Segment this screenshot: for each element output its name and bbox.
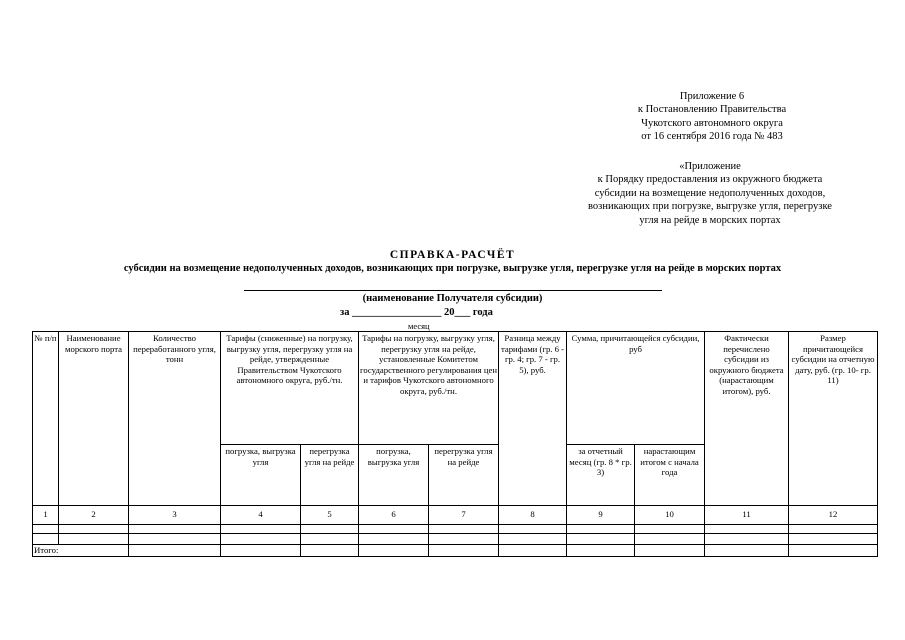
- month-label: месяц: [408, 321, 430, 331]
- total-label: Итого:: [33, 545, 129, 557]
- column-numbers-row: [33, 506, 878, 525]
- column-number: 10: [635, 506, 705, 525]
- appendix-line: к Постановлению Правительства: [637, 104, 787, 116]
- table-cell[interactable]: [499, 545, 567, 557]
- table-cell[interactable]: [129, 545, 221, 557]
- table-cell[interactable]: [33, 525, 59, 534]
- appendix-line: «Приложение: [679, 161, 741, 172]
- recipient-label: (наименование Получателя субсидии): [362, 293, 543, 304]
- table-cell[interactable]: [221, 534, 301, 545]
- column-number: 1: [33, 506, 59, 525]
- column-number: 12: [789, 506, 878, 525]
- appendix-reference-decree: [612, 90, 812, 144]
- table-cell[interactable]: [635, 545, 705, 557]
- appendix-line: Приложение 6: [679, 91, 745, 102]
- appendix-reference-procedure: [545, 160, 875, 227]
- subheader-roadstead: перегрузка угля на рейде: [429, 445, 499, 506]
- table-cell[interactable]: [429, 545, 499, 557]
- appendix-line: субсидии на возмещение недополученных доходов,: [594, 187, 826, 199]
- total-row: [33, 545, 878, 557]
- table-cell[interactable]: [221, 525, 301, 534]
- header-committee-tariffs: Тарифы на погрузку, выгрузку угля, перегрузку угля на рейде, установленные Комитетом государственного регулирования цен и тарифов Чукотского автономного округа, руб./тн.: [359, 332, 499, 445]
- table-row: [33, 525, 878, 534]
- appendix-line: к Порядку предоставления из окружного бюджета: [597, 174, 823, 186]
- table-header-row: [33, 332, 878, 445]
- header-subsidy-sum: Сумма, причитающейся субсидии, руб: [567, 332, 705, 445]
- document-title: СПРАВКА-РАСЧЁТ: [389, 249, 516, 261]
- column-number: 5: [301, 506, 359, 525]
- subheader-loading: погрузка, выгрузка угля: [221, 445, 301, 506]
- appendix-line: угля на рейде в морских портах: [639, 214, 781, 226]
- table-cell[interactable]: [359, 545, 429, 557]
- column-number: 9: [567, 506, 635, 525]
- subheader-reporting-month: за отчетный месяц (гр. 8 * гр. 3): [567, 445, 635, 506]
- header-tariff-difference: Разница между тарифами (гр. 6 - гр. 4; гр. 7 - гр. 5), руб.: [499, 332, 567, 506]
- column-number: 3: [129, 506, 221, 525]
- table-cell[interactable]: [429, 534, 499, 545]
- table-cell[interactable]: [635, 525, 705, 534]
- table-cell[interactable]: [499, 534, 567, 545]
- table-cell[interactable]: [221, 545, 301, 557]
- reporting-period: за _________________ 20___ года: [340, 307, 493, 318]
- subheader-cumulative: нарастающим итогом с начала года: [635, 445, 705, 506]
- column-number: 4: [221, 506, 301, 525]
- recipient-fill-line: [244, 290, 662, 291]
- column-number: 6: [359, 506, 429, 525]
- table-cell[interactable]: [789, 545, 878, 557]
- table-cell[interactable]: [567, 534, 635, 545]
- appendix-line: Чукотского автономного округа: [641, 117, 783, 129]
- table-cell[interactable]: [499, 525, 567, 534]
- subheader-roadstead: перегрузка угля на рейде: [301, 445, 359, 506]
- document-subtitle: субсидии на возмещение недополученных доходов, возникающих при погрузке, выгрузке угля, перегрузке угля на рейде в морских портах: [123, 263, 782, 274]
- table-cell[interactable]: [59, 525, 129, 534]
- column-number: 2: [59, 506, 129, 525]
- table-cell[interactable]: [59, 534, 129, 545]
- table-cell[interactable]: [129, 534, 221, 545]
- header-port: Наименование морского порта: [59, 332, 129, 506]
- table-cell[interactable]: [567, 525, 635, 534]
- calculation-table: [32, 331, 878, 557]
- table-row: [33, 534, 878, 545]
- header-reduced-tariffs: Тарифы (сниженные) на погрузку, выгрузку угля, перегрузку угля на рейде, утвержденные Правительством Чукотского автономного округа, руб./тн.: [221, 332, 359, 445]
- table-cell[interactable]: [789, 534, 878, 545]
- table-cell[interactable]: [301, 525, 359, 534]
- header-coal-amount: Количество переработанного угля, тонн: [129, 332, 221, 506]
- table-cell[interactable]: [705, 525, 789, 534]
- table-cell[interactable]: [429, 525, 499, 534]
- table-cell[interactable]: [33, 534, 59, 545]
- table-cell[interactable]: [301, 545, 359, 557]
- table-cell[interactable]: [359, 525, 429, 534]
- table-cell[interactable]: [635, 534, 705, 545]
- appendix-line: возникающих при погрузке, выгрузке угля, перегрузке: [588, 201, 832, 213]
- subheader-loading: погрузка, выгрузка угля: [359, 445, 429, 506]
- table-cell[interactable]: [129, 525, 221, 534]
- table-cell[interactable]: [567, 545, 635, 557]
- column-number: 7: [429, 506, 499, 525]
- column-number: 8: [499, 506, 567, 525]
- table-cell[interactable]: [789, 525, 878, 534]
- column-number: 11: [705, 506, 789, 525]
- header-subsidy-due: Размер причитающейся субсидии на отчетную дату, руб. (гр. 10- гр. 11): [789, 332, 878, 506]
- table-cell[interactable]: [705, 534, 789, 545]
- table-cell[interactable]: [359, 534, 429, 545]
- table-cell[interactable]: [705, 545, 789, 557]
- table-cell[interactable]: [301, 534, 359, 545]
- appendix-line: от 16 сентября 2016 года № 483: [641, 131, 783, 143]
- header-actually-transferred: Фактически перечислено субсидии из окружного бюджета (нарастающим итогом), руб.: [705, 332, 789, 506]
- header-number: № п/п: [33, 332, 59, 506]
